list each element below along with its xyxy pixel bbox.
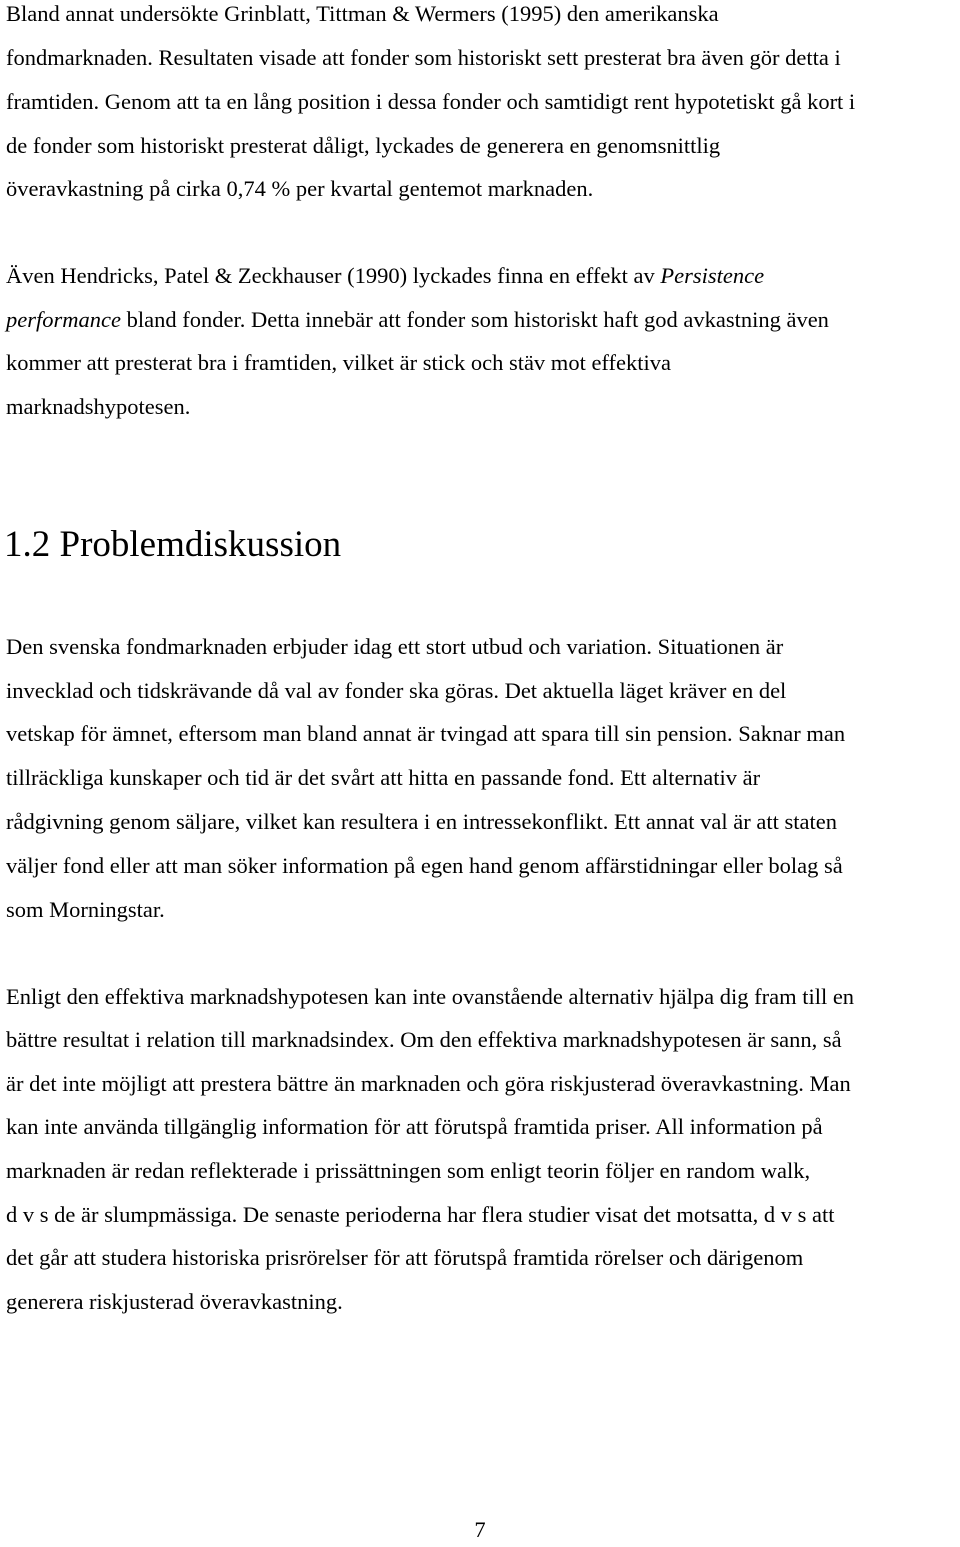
problem-line-7: som Morningstar. (6, 897, 165, 922)
hendricks-line-2-italic: performance (6, 307, 121, 332)
efficient-line-7: det går att studera historiska prisrörelser för att förutspå framtida rörelser och därigenom (6, 1245, 804, 1270)
hendricks-line-1 (6, 263, 764, 289)
problem-line-5: rådgivning genom säljare, vilket kan resultera i en intressekonflikt. Ett annat val är att staten (6, 809, 837, 834)
page-number: 7 (474, 1517, 486, 1542)
efficient-line-2: bättre resultat i relation till marknadsindex. Om den effektiva marknadshypotesen är sann, så (6, 1027, 842, 1052)
problem-line-6: väljer fond eller att man söker information på egen hand genom affärstidningar eller bolag så (6, 853, 843, 878)
intro-line-2: fondmarknaden. Resultaten visade att fonder som historiskt sett presterat bra även gör detta i (6, 45, 841, 70)
hendricks-line-1-italic: Persistence (660, 263, 765, 288)
intro-line-1: Bland annat undersökte Grinblatt, Tittman & Wermers (1995) den amerikanska (6, 1, 719, 26)
hendricks-line-4: marknadshypotesen. (6, 394, 191, 419)
intro-line-4: de fonder som historiskt presterat dåligt, lyckades de generera en genomsnittlig (6, 133, 721, 158)
efficient-line-6: d v s de är slumpmässiga. De senaste perioderna har flera studier visat det motsatta, d v s att (6, 1202, 835, 1227)
efficient-line-1: Enligt den effektiva marknadshypotesen kan inte ovanstående alternativ hjälpa dig fram till en (6, 984, 855, 1009)
efficient-line-5: marknaden är redan reflekterade i prissättningen som enligt teorin följer en random walk, (6, 1158, 811, 1183)
section-heading: 1.2 Problemdiskussion (4, 524, 342, 565)
hendricks-line-3: kommer att presterat bra i framtiden, vilket är stick och stäv mot effektiva (6, 350, 671, 375)
problem-line-1: Den svenska fondmarknaden erbjuder idag ett stort utbud och variation. Situationen är (6, 634, 784, 659)
problem-line-3: vetskap för ämnet, eftersom man bland annat är tvingad att spara till sin pension. Saknar man (6, 721, 846, 746)
efficient-line-8: generera riskjusterad överavkastning. (6, 1289, 343, 1314)
intro-line-3: framtiden. Genom att ta en lång position i dessa fonder och samtidigt rent hypotetiskt gå kort i (6, 89, 856, 114)
hendricks-line-1-text: Även Hendricks, Patel & Zeckhauser (1990) lyckades finna en effekt av (6, 263, 661, 288)
hendricks-line-2-text: bland fonder. Detta innebär att fonder som historiskt haft god avkastning även (120, 307, 829, 332)
problem-line-2: invecklad och tidskrävande då val av fonder ska göras. Det aktuella läget kräver en del (6, 678, 787, 703)
intro-line-5: överavkastning på cirka 0,74 % per kvartal gentemot marknaden. (6, 176, 594, 201)
problem-line-4: tillräckliga kunskaper och tid är det svårt att hitta en passande fond. Ett alternativ är (6, 765, 761, 790)
hendricks-line-2 (6, 307, 829, 333)
efficient-line-3: är det inte möjligt att prestera bättre än marknaden och göra riskjusterad överavkastning. Man (6, 1071, 851, 1096)
efficient-line-4: kan inte använda tillgänglig information för att förutspå framtida priser. All information på (6, 1114, 823, 1139)
